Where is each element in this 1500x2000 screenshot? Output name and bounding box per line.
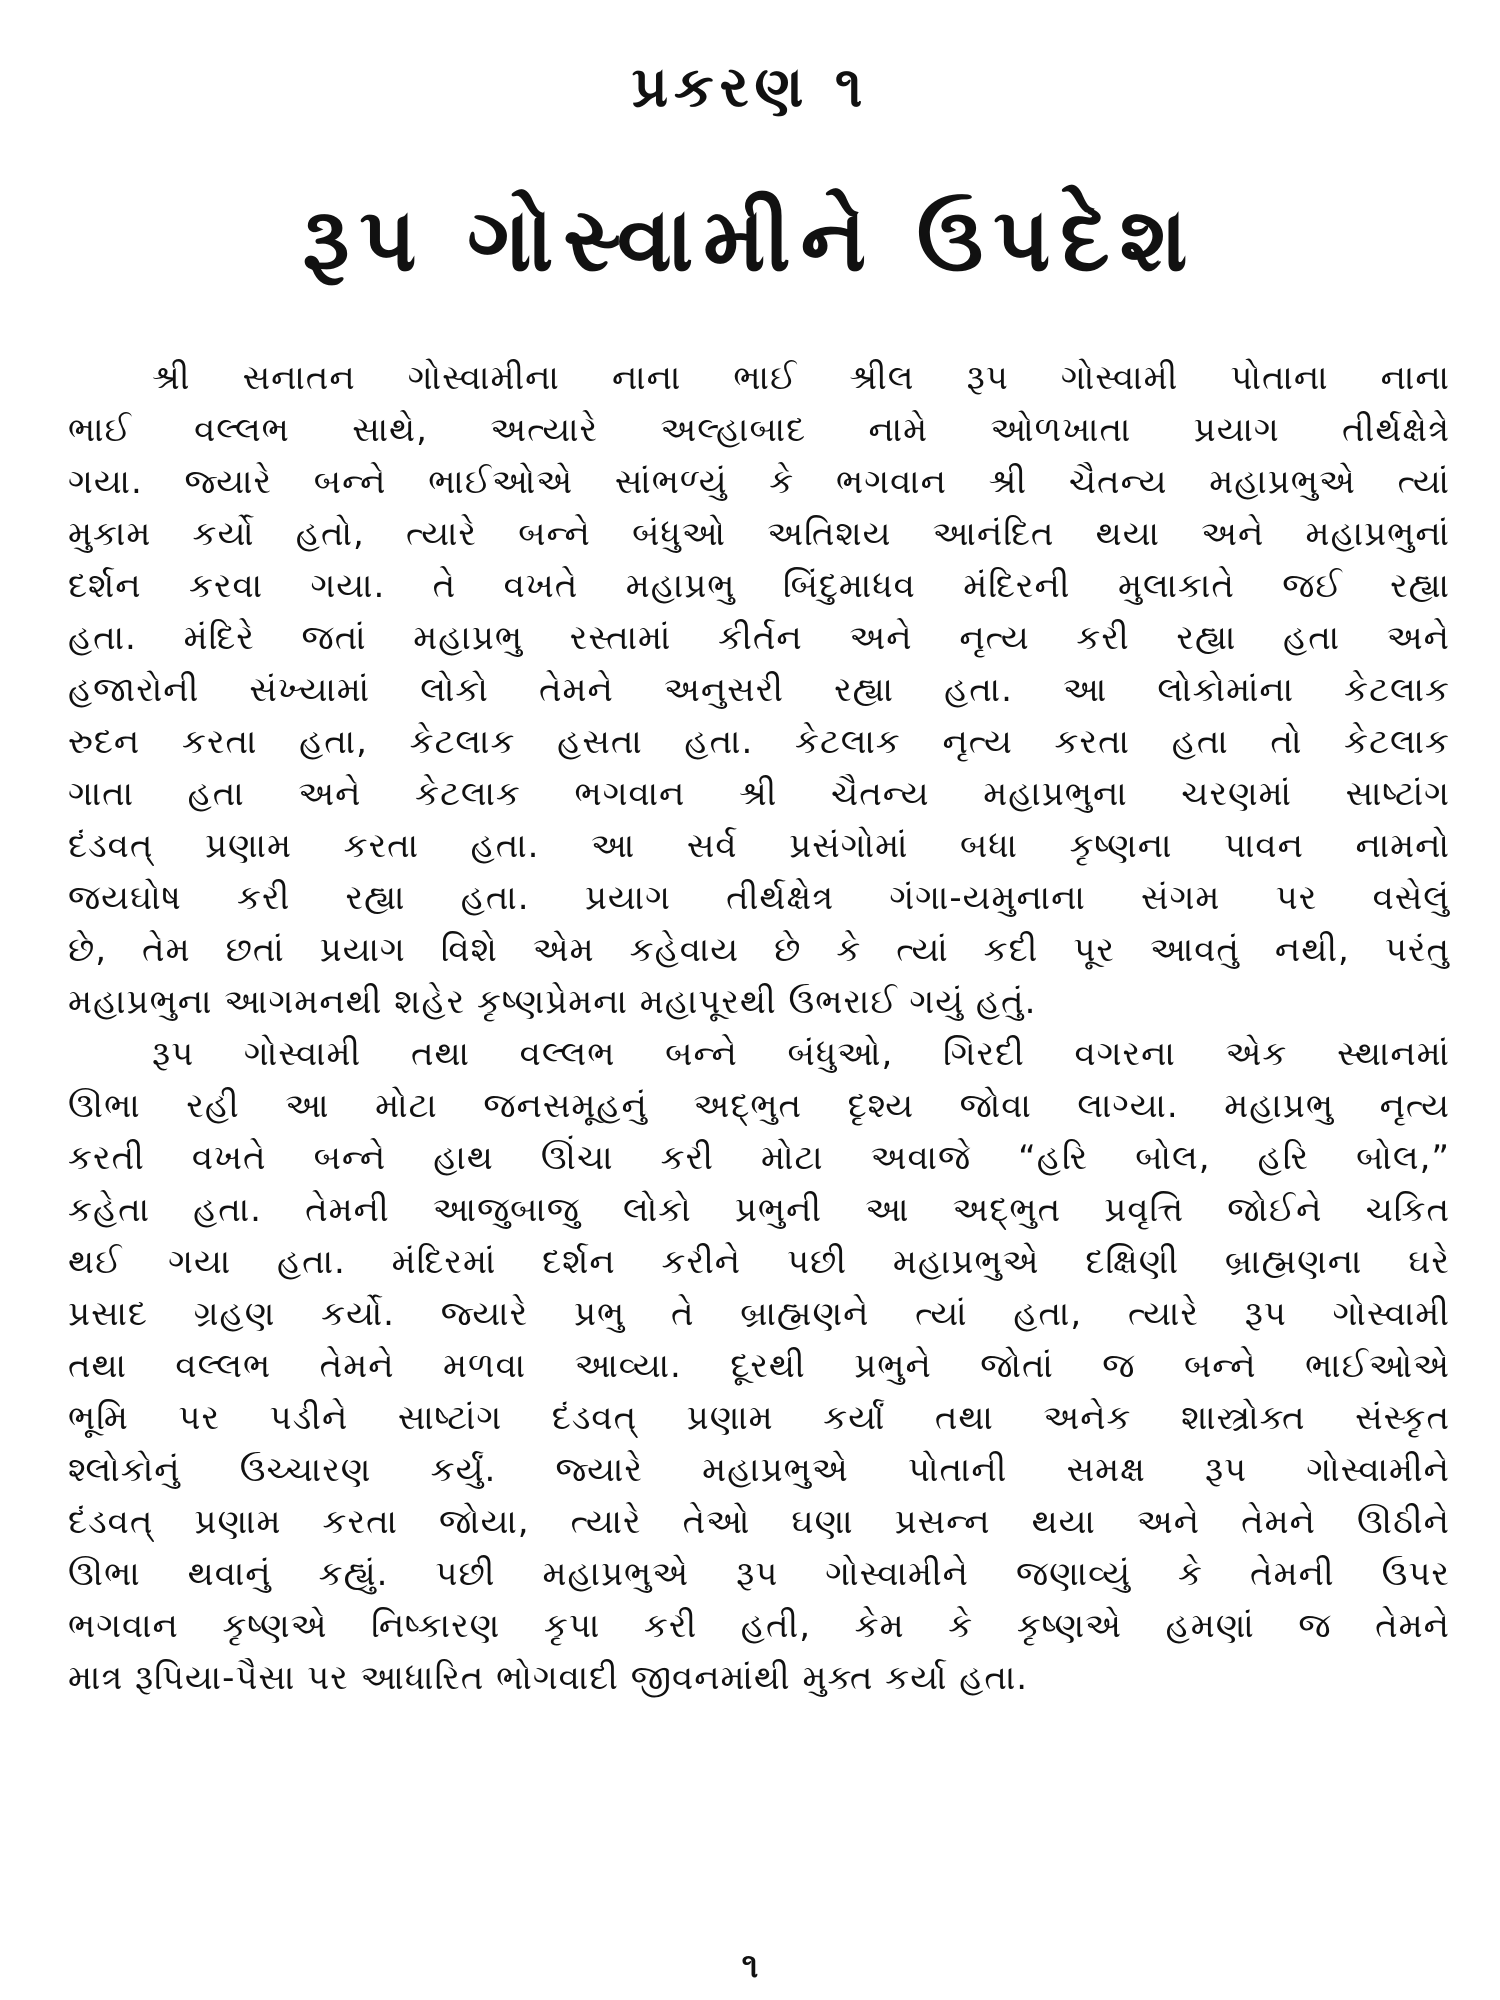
text-line: રૂપ ગોસ્વામી તથા વલ્લભ બન્ને બંધુઓ, ગિરદી વગરના એક સ્થાનમાં <box>152 1034 1450 1074</box>
text-line: તથા વલ્લભ તેમને મળવા આવ્યા. દૂરથી પ્રભુને જોતાં જ બન્ને ભાઈઓએ <box>68 1346 1450 1386</box>
text-line: દંડવત્ પ્રણામ કરતા હતા. આ સર્વ પ્રસંગોમાં બધા કૃષ્ણના પાવન નામનો <box>68 826 1450 866</box>
text-line: હતા. મંદિરે જતાં મહાપ્રભુ રસ્તામાં કીર્તન અને નૃત્ય કરી રહ્યા હતા અને <box>68 618 1450 658</box>
text-line: ભૂમિ પર પડીને સાષ્ટાંગ દંડવત્ પ્રણામ કર્યાં તથા અનેક શાસ્ત્રોક્ત સંસ્કૃત <box>68 1398 1450 1438</box>
paragraph-2 <box>68 1028 1450 1704</box>
text-line: પ્રસાદ ગ્રહણ કર્યો. જ્યારે પ્રભુ તે બ્રાહ્મણને ત્યાં હતા, ત્યારે રૂપ ગોસ્વામી <box>68 1294 1450 1334</box>
text-line: જયઘોષ કરી રહ્યા હતા. પ્રયાગ તીર્થક્ષેત્ર ગંગા-યમુનાના સંગમ પર વસેલું <box>68 878 1450 918</box>
text-line: ઊભા થવાનું કહ્યું. પછી મહાપ્રભુએ રૂપ ગોસ્વામીને જણાવ્યું કે તેમની ઉપર <box>68 1554 1450 1594</box>
text-line: ગયા. જ્યારે બન્ને ભાઈઓએ સાંભળ્યું કે ભગવાન શ્રી ચૈતન્ય મહાપ્રભુએ ત્યાં <box>68 462 1450 502</box>
text-line: શ્લોકોનું ઉચ્ચારણ કર્યું. જ્યારે મહાપ્રભુએ પોતાની સમક્ષ રૂપ ગોસ્વામીને <box>68 1450 1450 1490</box>
text-line: કરતી વખતે બન્ને હાથ ઊંચા કરી મોટા અવાજે “હરિ બોલ, હરિ બોલ,” <box>68 1138 1450 1178</box>
text-line: થઈ ગયા હતા. મંદિરમાં દર્શન કરીને પછી મહાપ્રભુએ દક્ષિણી બ્રાહ્મણના ઘરે <box>68 1242 1450 1282</box>
text-line: કહેતા હતા. તેમની આજુબાજુ લોકો પ્રભુની આ અદ્ભુત પ્રવૃત્તિ જોઈને ચકિત <box>68 1190 1450 1230</box>
text-line: ભાઈ વલ્લભ સાથે, અત્યારે અલ્હાબાદ નામે ઓળખાતા પ્રયાગ તીર્થક્ષેત્રે <box>68 410 1450 450</box>
text-line: ભગવાન કૃષ્ણએ નિષ્કારણ કૃપા કરી હતી, કેમ કે કૃષ્ણએ હમણાં જ તેમને <box>68 1606 1450 1646</box>
text-line: માત્ર રૂપિયા-પૈસા પર આધારિત ભોગવાદી જીવનમાંથી મુક્ત કર્યા હતા. <box>68 1658 1029 1698</box>
text-line: દર્શન કરવા ગયા. તે વખતે મહાપ્રભુ બિંદુમાધવ મંદિરની મુલાકાતે જઈ રહ્યા <box>68 566 1450 606</box>
text-line: ઊભા રહી આ મોટા જનસમૂહનું અદ્ભુત દૃશ્ય જોવા લાગ્યા. મહાપ્રભુ નૃત્ય <box>68 1086 1450 1126</box>
text-line: દંડવત્ પ્રણામ કરતા જોયા, ત્યારે તેઓ ઘણા પ્રસન્ન થયા અને તેમને ઊઠીને <box>68 1502 1450 1542</box>
chapter-label: પ્રકરણ ૧ <box>631 55 869 120</box>
text-line: હજારોની સંખ્યામાં લોકો તેમને અનુસરી રહ્યા હતા. આ લોકોમાંના કેટલાક <box>68 670 1450 710</box>
page-number: ૧ <box>741 1946 759 1986</box>
text-line: ગાતા હતા અને કેટલાક ભગવાન શ્રી ચૈતન્ય મહાપ્રભુના ચરણમાં સાષ્ટાંગ <box>68 774 1450 814</box>
text-line: રુદન કરતા હતા, કેટલાક હસતા હતા. કેટલાક નૃત્ય કરતા હતા તો કેટલાક <box>68 722 1450 762</box>
chapter-title: રૂપ ગોસ્વામીને ઉપદેશ <box>302 188 1198 291</box>
paragraph-1 <box>68 352 1450 1028</box>
text-line: શ્રી સનાતન ગોસ્વામીના નાના ભાઈ શ્રીલ રૂપ ગોસ્વામી પોતાના નાના <box>152 358 1450 398</box>
text-line: છે, તેમ છતાં પ્રયાગ વિશે એમ કહેવાય છે કે ત્યાં કદી પૂર આવતું નથી, પરંતુ <box>68 930 1450 970</box>
body-text <box>68 352 1450 1704</box>
text-line: મુકામ કર્યો હતો, ત્યારે બન્ને બંધુઓ અતિશય આનંદિત થયા અને મહાપ્રભુનાં <box>68 514 1450 554</box>
text-line: મહાપ્રભુના આગમનથી શહેર કૃષ્ણપ્રેમના મહાપૂરથી ઉભરાઈ ગયું હતું. <box>68 982 1037 1022</box>
